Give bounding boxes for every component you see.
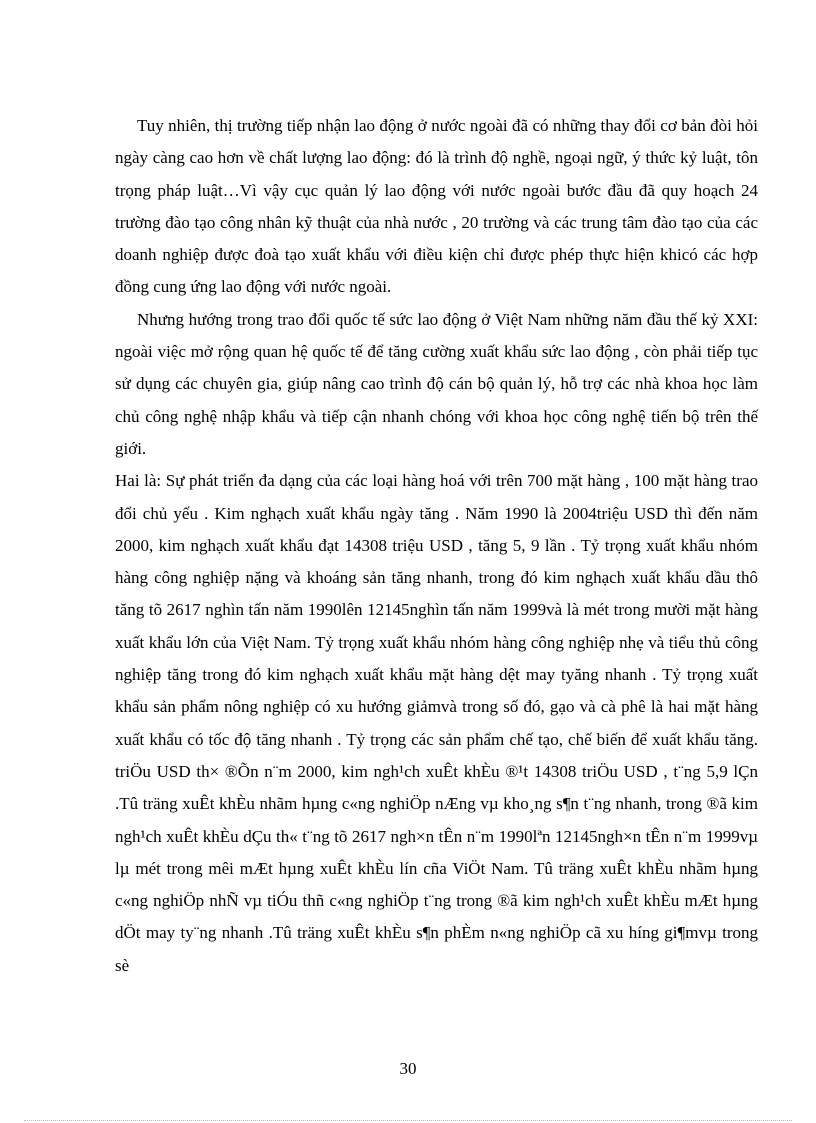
paragraph-labor-market: Tuy nhiên, thị trường tiếp nhận lao động ở nước ngoài đã có những thay đổi cơ bản đòi hỏi ngày càng cao hơn về chất lượng lao động: đó là trình độ nghề, ngoại ngữ, ý thức kỷ luật, tôn trọng pháp luật…Vì vậy cục quản lý lao động với nước ngoài bước đầu đã quy hoạch 24 trường đào tạo công nhân kỹ thuật của nhà nước , 20 trường và các trung tâm đào tạo của các doanh nghiệp được đoà tạo xuất khẩu với điều kiện chỉ được phép thực hiện khicó các hợp đồng cung ứng lao động với nước ngoài. (115, 116, 758, 297)
body-text (115, 110, 758, 982)
page-bottom-divider (24, 1120, 792, 1121)
paragraph-export-goods: Hai là: Sự phát triển đa dạng của các loại hàng hoá với trên 700 mặt hàng , 100 mặt hàng trao đổi chủ yếu . Kim nghạch xuất khẩu ngày tăng . Năm 1990 là 2004triệu USD thì đến năm 2000, kim nghạch xuất khẩu đạt 14308 triệu USD , tăng 5, 9 lần . Tỷ trọng xuất khẩu nhóm hàng công nghiệp nặng và khoáng sản tăng nhanh, trong đó kim nghạch xuất khẩu dầu thô tăng tõ 2617 nghìn tấn năm 1990lên 12145nghìn tấn năm 1999và là mét trong mười mặt hàng xuất khẩu lớn của Việt Nam. Tỷ trọng xuất khẩu nhóm hàng công nghiệp nhẹ và tiểu thủ công nghiệp tăng trong đó kim nghạch xuất khẩu mặt hàng dệt may tyăng nhanh . Tỷ trọng xuất khẩu sản phẩm nông nghiệp có xu hướng giảmvà trong số đó, gạo và cà phê là hai mặt hàng xuất khẩu có tốc độ tăng nhanh . Tỷ trọng các sản phẩm chế tạo, chế biến để xuất khẩu tăng. triÖu USD th× ®Õn n¨m 2000, kim ngh¹ch xuÊt khÈu ®¹t 14308 triÖu USD , t¨ng 5,9 lÇn .Tû träng xuÊt khÈu nhãm hµng c«ng nghiÖp nÆng vµ kho¸ng s¶n t¨ng nhanh, trong ®ã kim ngh¹ch xuÊt khÈu dÇu th« t¨ng tõ 2617 ngh×n tÊn n¨m 1990lªn 12145ngh×n tÊn n¨m 1999vµ lµ mét trong mêi mÆt hµng xuÊt khÈu lín cña ViÖt Nam. Tû träng xuÊt khÈu nhãm hµng c«ng nghiÖp nhÑ vµ tiÓu thñ c«ng nghiÖp t¨ng trong ®ã kim ngh¹ch xuÊt khÈu mÆt hµng dÖt may ty¨ng nhanh .Tû träng xuÊt khÈu s¶n phÈm n«ng nghiÖp cã xu híng gi¶mvµ trong sè (115, 471, 758, 975)
page-number: 30 (399, 1059, 417, 1078)
paragraph-labor-exchange-direction: Nhưng hướng trong trao đổi quốc tế sức lao động ở Việt Nam những năm đầu thế kỷ XXI: ngoài việc mở rộng quan hệ quốc tế để tăng cường xuất khẩu sức lao động , còn phải tiếp tục sử dụng các chuyên gia, giúp nâng cao trình độ cán bộ quản lý, hỗ trợ các nhà khoa học làm chủ công nghệ nhập khẩu và tiếp cận nhanh chóng với khoa học công nghệ tiến bộ trên thế giới. (115, 309, 758, 458)
